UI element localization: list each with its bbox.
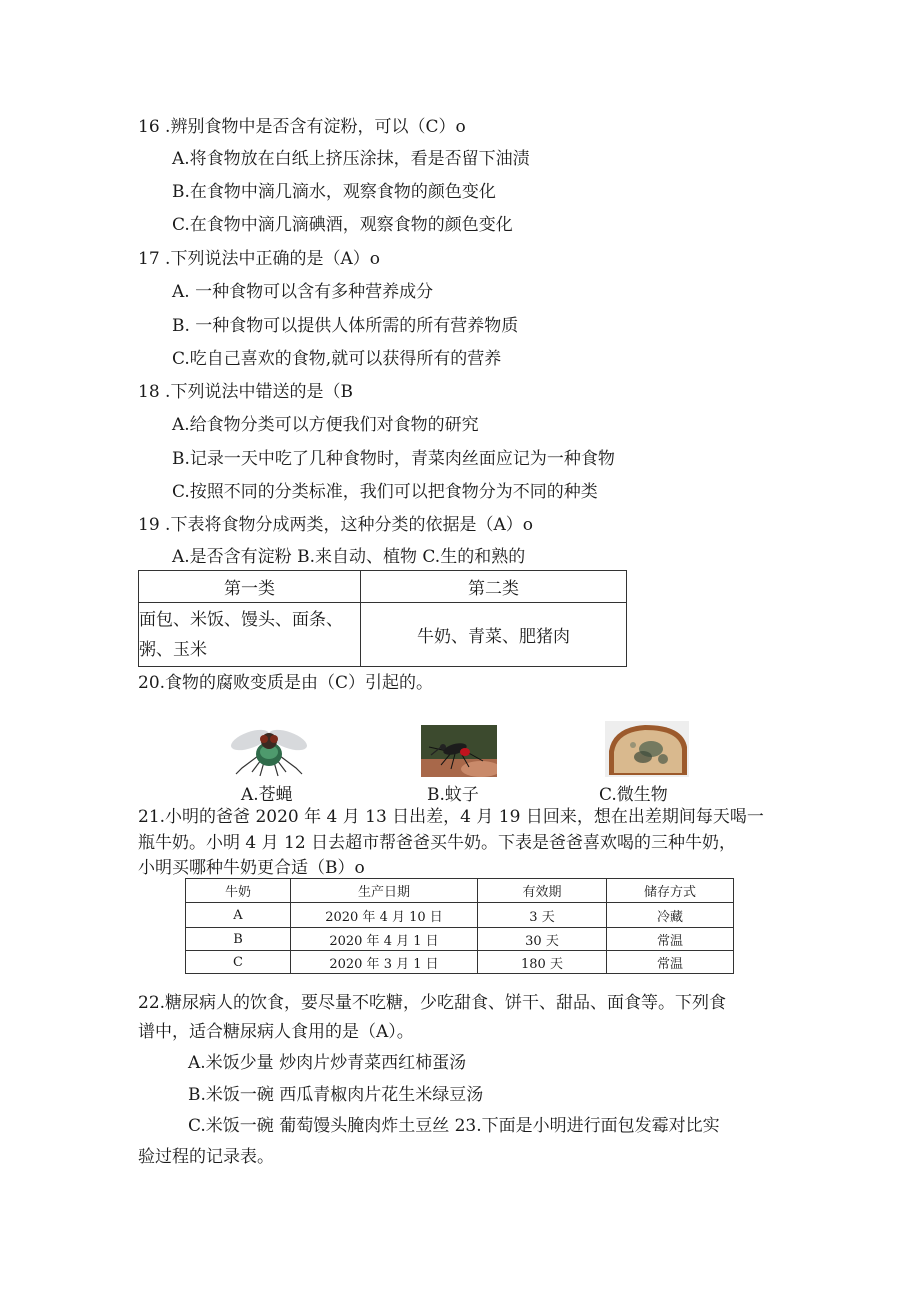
table-header: 有效期 [478, 879, 607, 903]
question-21-line-1: 21.小明的爸爸 2020 年 4 月 13 日出差，4 月 19 日回来，想在出差期间每天喝一 [138, 807, 764, 827]
question-22-option-a: A.米饭少量 炒肉片炒青菜西红柿蛋汤 [188, 1053, 467, 1073]
question-17-option-a: A. 一种食物可以含有多种营养成分 [172, 282, 434, 302]
question-16-stem: 16 .辨别食物中是否含有淀粉，可以（C）o [138, 117, 466, 137]
table-header: 第二类 [361, 571, 627, 603]
table-header: 生产日期 [291, 879, 478, 903]
food-classification-table [138, 570, 627, 667]
option-a-fly: A.苍蝇 [241, 785, 293, 805]
table-cell: 3 天 [478, 903, 607, 928]
table-cell: 2020 年 3 月 1 日 [291, 951, 478, 974]
question-20-stem: 20.食物的腐败变质是由（C）引起的。 [138, 673, 434, 693]
table-cell: 牛奶、青菜、肥猪肉 [361, 603, 627, 667]
question-21-line-2: 瓶牛奶。小明 4 月 12 日去超市帮爸爸买牛奶。下表是爸爸喜欢喝的三种牛奶， [138, 833, 737, 853]
option-b-mosquito: B.蚊子 [427, 785, 479, 805]
moldy-bread-image [605, 721, 689, 777]
table-cell: 2020 年 4 月 10 日 [291, 903, 478, 928]
question-18-option-c: C.按照不同的分类标准，我们可以把食物分为不同的种类 [172, 482, 598, 502]
cell-line: 面包、米饭、馒头、面条、 [139, 609, 343, 630]
question-22-line-1: 22.糖尿病人的饮食，要尽量不吃糖，少吃甜食、饼干、甜品、面食等。下列食 [138, 993, 727, 1013]
cell-line: 粥、玉米 [139, 639, 207, 660]
option-c-microbe: C.微生物 [599, 785, 668, 805]
question-22-option-c: C.米饭一碗 葡萄馒头腌肉炸土豆丝 23.下面是小明进行面包发霉对比实 [188, 1116, 720, 1136]
table-cell: A [186, 903, 291, 928]
milk-table [185, 878, 734, 974]
table-cell: 180 天 [478, 951, 607, 974]
question-22-line-2: 谱中，适合糖尿病人食用的是（A）。 [138, 1022, 414, 1042]
question-18-option-b: B.记录一天中吃了几种食物时，青菜肉丝面应记为一种食物 [172, 449, 615, 469]
question-16-option-c: C.在食物中滴几滴碘酒，观察食物的颜色变化 [172, 215, 513, 235]
table-header: 牛奶 [186, 879, 291, 903]
fly-image [228, 722, 310, 778]
table-cell: B [186, 928, 291, 951]
question-18-option-a: A.给食物分类可以方便我们对食物的研究 [172, 415, 479, 435]
table-cell: 常温 [607, 928, 734, 951]
question-19-options: A.是否含有淀粉 B.来自动、植物 C.生的和熟的 [172, 547, 526, 567]
table-header: 储存方式 [607, 879, 734, 903]
table-cell: 常温 [607, 951, 734, 974]
question-21-line-3: 小明买哪种牛奶更合适（B）o [138, 858, 365, 878]
table-cell: 2020 年 4 月 1 日 [291, 928, 478, 951]
table-cell: C [186, 951, 291, 974]
question-23-continuation: 验过程的记录表。 [138, 1147, 274, 1167]
table-header: 第一类 [139, 571, 361, 603]
table-cell: 30 天 [478, 928, 607, 951]
question-18-stem: 18 .下列说法中错送的是（B [138, 382, 353, 402]
table-cell [139, 603, 361, 667]
question-19-stem: 19 .下表将食物分成两类，这种分类的依据是（A）o [138, 515, 533, 535]
question-16-option-a: A.将食物放在白纸上挤压涂抹，看是否留下油渍 [172, 149, 530, 169]
mosquito-image [421, 725, 497, 777]
question-16-option-b: B.在食物中滴几滴水，观察食物的颜色变化 [172, 182, 496, 202]
question-17-option-c: C.吃自己喜欢的食物,就可以获得所有的营养 [172, 349, 502, 369]
question-17-option-b: B. 一种食物可以提供人体所需的所有营养物质 [172, 316, 519, 336]
question-17-stem: 17 .下列说法中正确的是（A）o [138, 249, 380, 269]
table-cell: 冷藏 [607, 903, 734, 928]
question-22-option-b: B.米饭一碗 西瓜青椒肉片花生米绿豆汤 [188, 1085, 484, 1105]
